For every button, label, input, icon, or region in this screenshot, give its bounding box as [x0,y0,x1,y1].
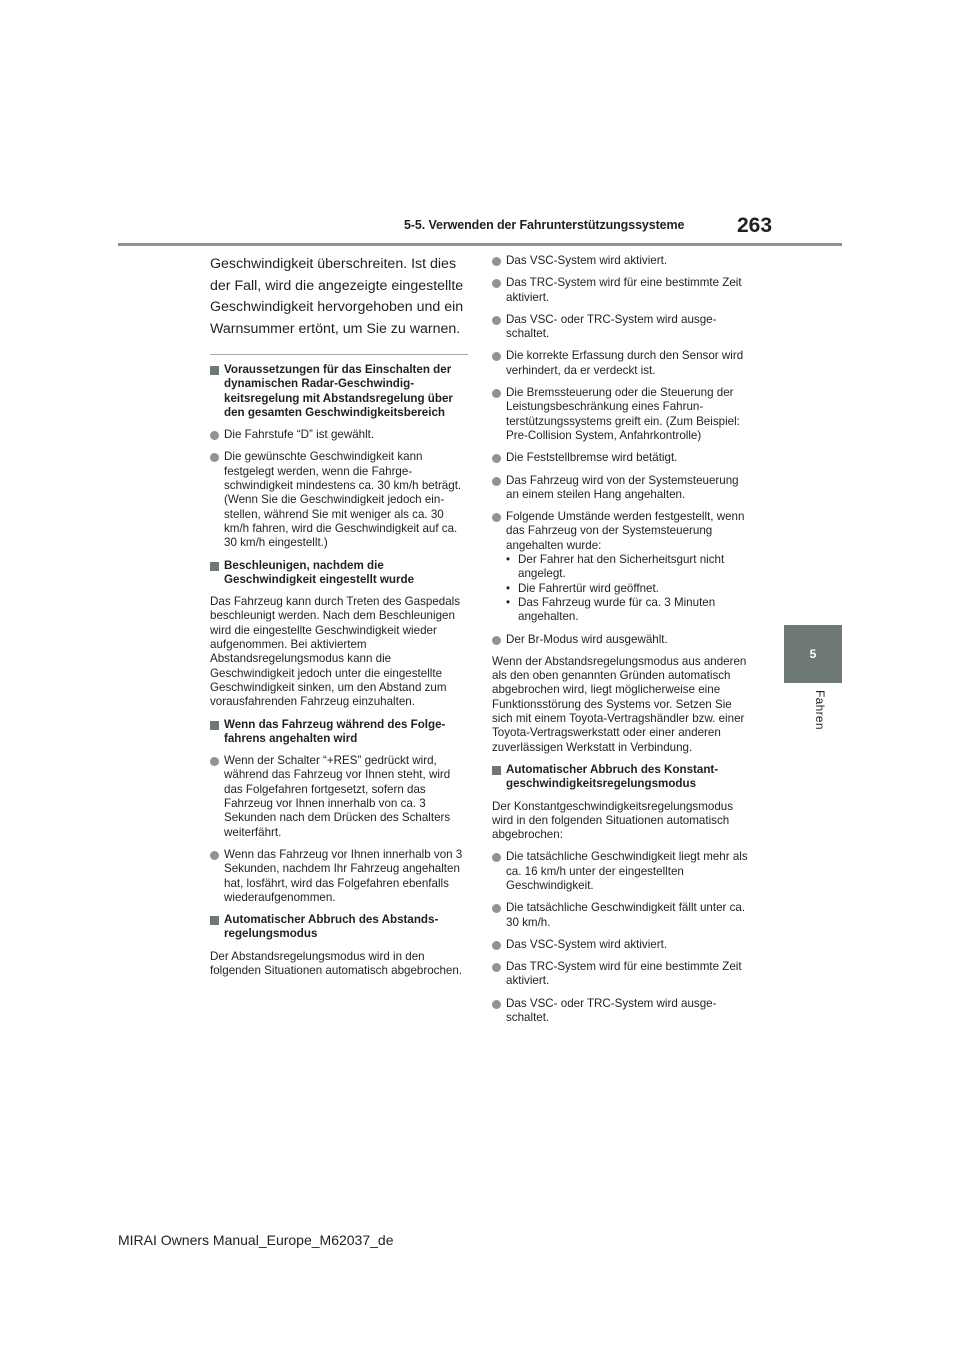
sub-list-item: • Der Fahrer hat den Sicherheitsgurt nicht angelegt. [506,553,750,582]
chapter-number: 5 [809,647,817,661]
footer-text: MIRAI Owners Manual_Europe_M62037_de [118,1232,394,1248]
page-number: 263 [737,214,773,237]
sub-list-item: • Das Fahrzeug wurde für ca. 3 Minuten angehalten. [506,596,750,625]
section-heading: Wenn das Fahrzeug während des Folgefahrens angehalten wird [210,718,470,747]
list-item: Das Fahrzeug wird von der Systemsteuerung an einem steilen Hang angehalten. [492,474,750,503]
list-item: Die Bremssteuerung oder die Steuerung der Leistungsbeschränkung eines Fahrunterstützungssystems greift ein. (Zum Beispiel: Pre-Collision System, Anfahrkontrolle) [492,386,750,443]
section-heading: Beschleunigen, nachdem die Geschwindigkeit eingestellt wurde [210,559,470,588]
list-item: Wenn der Schalter “+RES” gedrückt wird, während das Fahrzeug vor Ihnen steht, wird das Folgefahren fortgesetzt, sofern das Fahrzeug vor Ihnen innerhalb von ca. 3 Sekunden nach dem Drücken des Schalters weiterfährt. [210,754,470,840]
list-item: Das VSC- oder TRC-System wird ausgeschaltet. [492,997,750,1026]
intro-text: Geschwindigkeit überschreiten. Ist dies der Fall, wird die angezeigte eingestellte Geschwindigkeit hervorgehoben und ein Warnsummer ertönt, um Sie zu warnen. [210,256,464,337]
body-paragraph: Wenn der Abstandsregelungsmodus aus anderen als den oben genannten Gründen automatisch abgebrochen wird, liegt möglicherweise eine Funktionsstörung des Systems vor. Setzen Sie sich mit einem Toyota-Vertragshändler bzw. einer Toyota-Vertragswerkstatt oder einer anderen zuverlässigen Werkstatt in Verbindung. [492,654,747,754]
section-title: 5-5. Verwenden der Fahrunterstützungssysteme [404,218,685,232]
list-item: Die korrekte Erfassung durch den Sensor wird verhindert, da er verdeckt ist. [492,349,750,378]
body-paragraph: Der Abstandsregelungsmodus wird in den folgenden Situationen automatisch abgebrochen. [210,949,463,977]
list-item: Das TRC-System wird für eine bestimmte Zeit aktiviert. [492,960,750,989]
list-item: Die Fahrstufe “D” ist gewählt. [210,428,470,442]
list-item: Die gewünschte Geschwindigkeit kann festgelegt werden, wenn die Fahrgeschwindigkeit mindestens ca. 30 km/h beträgt. (Wenn Sie die Geschwindigkeit jedoch einstellen, während Sie mit weniger als ca. 30 km/h fahren, wird die Geschwindigkeit auf ca. 30 km/h eingestellt.) [210,450,470,550]
list-item: Das VSC-System wird aktiviert. [492,938,750,952]
section-divider [210,354,468,355]
list-item: Die Feststellbremse wird betätigt. [492,451,750,465]
list-item: Folgende Umstände werden festgestellt, wenn das Fahrzeug von der Systemsteuerung angehalten wurde: • Der Fahrer hat den Sicherheitsgurt nicht angelegt. • Die Fahrertür wird geöffnet. • Das Fahrzeug wurde für ca. 3 Minuten angehalten. [492,510,750,624]
chapter-label: Fahren [813,690,827,730]
list-item: Die tatsächliche Geschwindigkeit liegt mehr als ca. 16 km/h unter der eingestellten Geschwindigkeit. [492,850,750,893]
body-paragraph: Das Fahrzeug kann durch Treten des Gaspedals beschleunigt werden. Nach dem Beschleunigen wird die eingestellte Geschwindigkeit wieder aufgenommen. Bei aktiviertem Abstandsregelungsmodus kann die Geschwindigkeit jedoch unter die eingestellte Geschwindigkeit sinken, um den Abstand zum vorausfahrenden Fahrzeug einzuhalten. [210,595,461,709]
chapter-tab[interactable] [784,625,842,683]
left-column [210,254,470,986]
list-item: Der Br-Modus wird ausgewählt. [492,633,750,647]
section-heading: Automatischer Abbruch des Konstantgeschwindigkeitsregelungsmodus [492,763,750,792]
right-column [492,254,750,1033]
sub-list-item: • Die Fahrertür wird geöffnet. [506,582,750,596]
list-item: Wenn das Fahrzeug vor Ihnen innerhalb von 3 Sekunden, nachdem Ihr Fahrzeug angehalten hat, losfährt, wird das Folgefahren ebenfalls wiederaufgenommen. [210,848,470,905]
list-item: Die tatsächliche Geschwindigkeit fällt unter ca. 30 km/h. [492,901,750,930]
list-item: Das VSC-System wird aktiviert. [492,254,750,268]
header-divider [118,243,842,246]
list-item: Das VSC- oder TRC-System wird ausgeschaltet. [492,313,750,342]
section-heading: Automatischer Abbruch des Abstandsregelungsmodus [210,913,470,942]
list-item: Das TRC-System wird für eine bestimmte Zeit aktiviert. [492,276,750,305]
section-heading: Voraussetzungen für das Einschalten der dynamischen Radar-Geschwindigkeitsregelung mit Abstandsregelung über den gesamten Geschwindigkeitsbereich [210,363,470,420]
body-paragraph: Der Konstantgeschwindigkeitsregelungsmodus wird in den folgenden Situationen automatisch abgebrochen: [492,799,734,842]
list-item-note: (Wenn Sie die Geschwindigkeit jedoch einstellen, während Sie mit weniger als ca. 30 km/h fahren, wird die Geschwindigkeit auf ca. 30 km/h eingestellt.) [224,493,458,550]
